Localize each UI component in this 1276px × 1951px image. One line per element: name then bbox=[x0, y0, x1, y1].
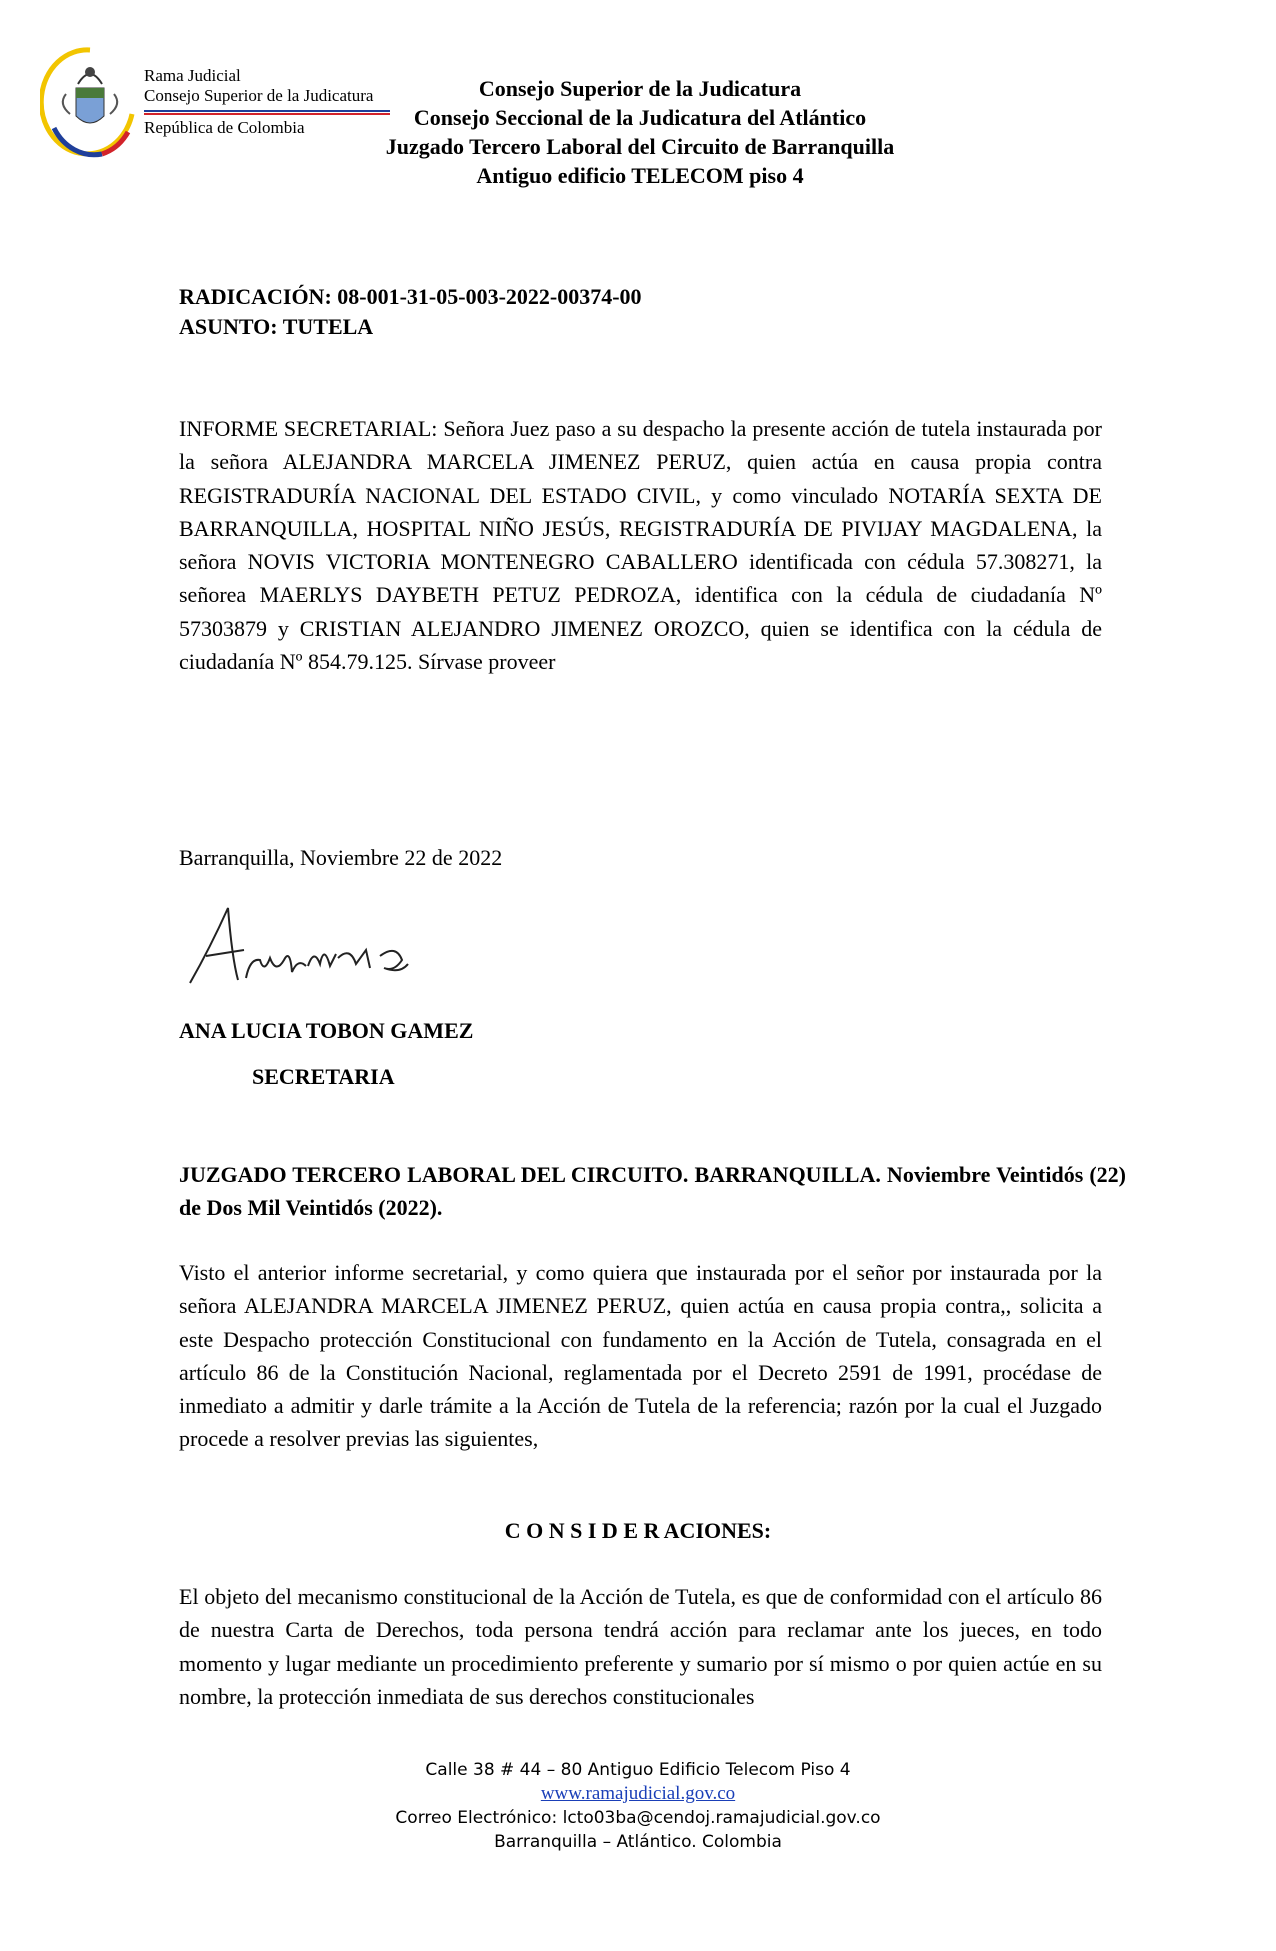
coat-of-arms-icon bbox=[40, 44, 140, 164]
handwritten-signature bbox=[180, 888, 440, 998]
document-header bbox=[300, 74, 980, 190]
header-line: Juzgado Tercero Laboral del Circuito de Barranquilla bbox=[385, 134, 895, 159]
case-number: RADICACIÓN: 08-001-31-05-003-2022-00374-00 bbox=[179, 284, 642, 309]
place-date: Barranquilla, Noviembre 22 de 2022 bbox=[179, 845, 503, 870]
header-line: Consejo Superior de la Judicatura bbox=[478, 76, 802, 101]
court-heading: JUZGADO TERCERO LABORAL DEL CIRCUITO. BARRANQUILLA. Noviembre Veintidós (22) de Dos Mil Veintidós (2022). bbox=[179, 1162, 1126, 1220]
signer-role: SECRETARIA bbox=[252, 1064, 395, 1089]
page-footer bbox=[0, 1758, 1276, 1854]
case-subject: ASUNTO: TUTELA bbox=[179, 314, 374, 339]
logo-org-line3: República de Colombia bbox=[144, 118, 305, 137]
case-reference bbox=[179, 282, 642, 342]
header-line: Consejo Seccional de la Judicatura del Atlántico bbox=[413, 105, 867, 130]
logo-org-line1: Rama Judicial bbox=[144, 66, 241, 85]
footer-email: Correo Electrónico: lcto03ba@cendoj.ramajudicial.gov.co bbox=[395, 1808, 881, 1828]
signer-name: ANA LUCIA TOBON GAMEZ bbox=[179, 1018, 474, 1043]
footer-address: Calle 38 # 44 – 80 Antiguo Edificio Telecom Piso 4 bbox=[425, 1760, 851, 1780]
header-line: Antiguo edificio TELECOM piso 4 bbox=[476, 163, 804, 188]
section-title: C O N S I D E R ACIONES: bbox=[504, 1518, 772, 1543]
secretarial-report: INFORME SECRETARIAL: Señora Juez paso a su despacho la presente acción de tutela instaurada por la señora ALEJANDRA MARCELA JIMENEZ PERUZ, quien actúa en causa propia contra REGISTRADURÍA NACIONAL DEL ESTADO CIVIL, y como vinculado NOTARÍA SEXTA DE BARRANQUILLA, HOSPITAL NIÑO JESÚS, REGISTRADURÍA DE PIVIJAY MAGDALENA, la señora NOVIS VICTORIA MONTENEGRO CABALLERO identificada con cédula 57.308271, la señorea MAERLYS DAYBETH PETUZ PEDROZA, identifica con la cédula de ciudadanía Nº 57303879 y CRISTIAN ALEJANDRO JIMENEZ OROZCO, quien se identifica con la cédula de ciudadanía Nº 854.79.125. Sírvase proveer bbox=[179, 416, 1102, 675]
body-paragraph: El objeto del mecanismo constitucional de la Acción de Tutela, es que de conformidad con el artículo 86 de nuestra Carta de Derechos, toda persona tendrá acción para reclamar ante los jueces, en todo momento y lugar mediante un procedimiento preferente y sumario por sí mismo o por quien actúe en su nombre, la protección inmediata de sus derechos constitucionales bbox=[179, 1584, 1102, 1709]
body-paragraph: Visto el anterior informe secretarial, y como quiera que instaurada por el señor por instaurada por la señora ALEJANDRA MARCELA JIMENEZ PERUZ, quien actúa en causa propia contra,, solicita a este Despacho protección Constitucional con fundamento en la Acción de Tutela, consagrada en el artículo 86 de la Constitución Nacional, reglamentada por el Decreto 2591 de 1991, procédase de inmediato a admitir y darle trámite a la Acción de Tutela de la referencia; razón por la cual el Juzgado procede a resolver previas las siguientes, bbox=[179, 1260, 1102, 1452]
footer-city: Barranquilla – Atlántico. Colombia bbox=[494, 1832, 782, 1852]
website-link[interactable]: www.ramajudicial.gov.co bbox=[540, 1783, 736, 1804]
logo-org-line2: Consejo Superior de la Judicatura bbox=[144, 86, 374, 105]
